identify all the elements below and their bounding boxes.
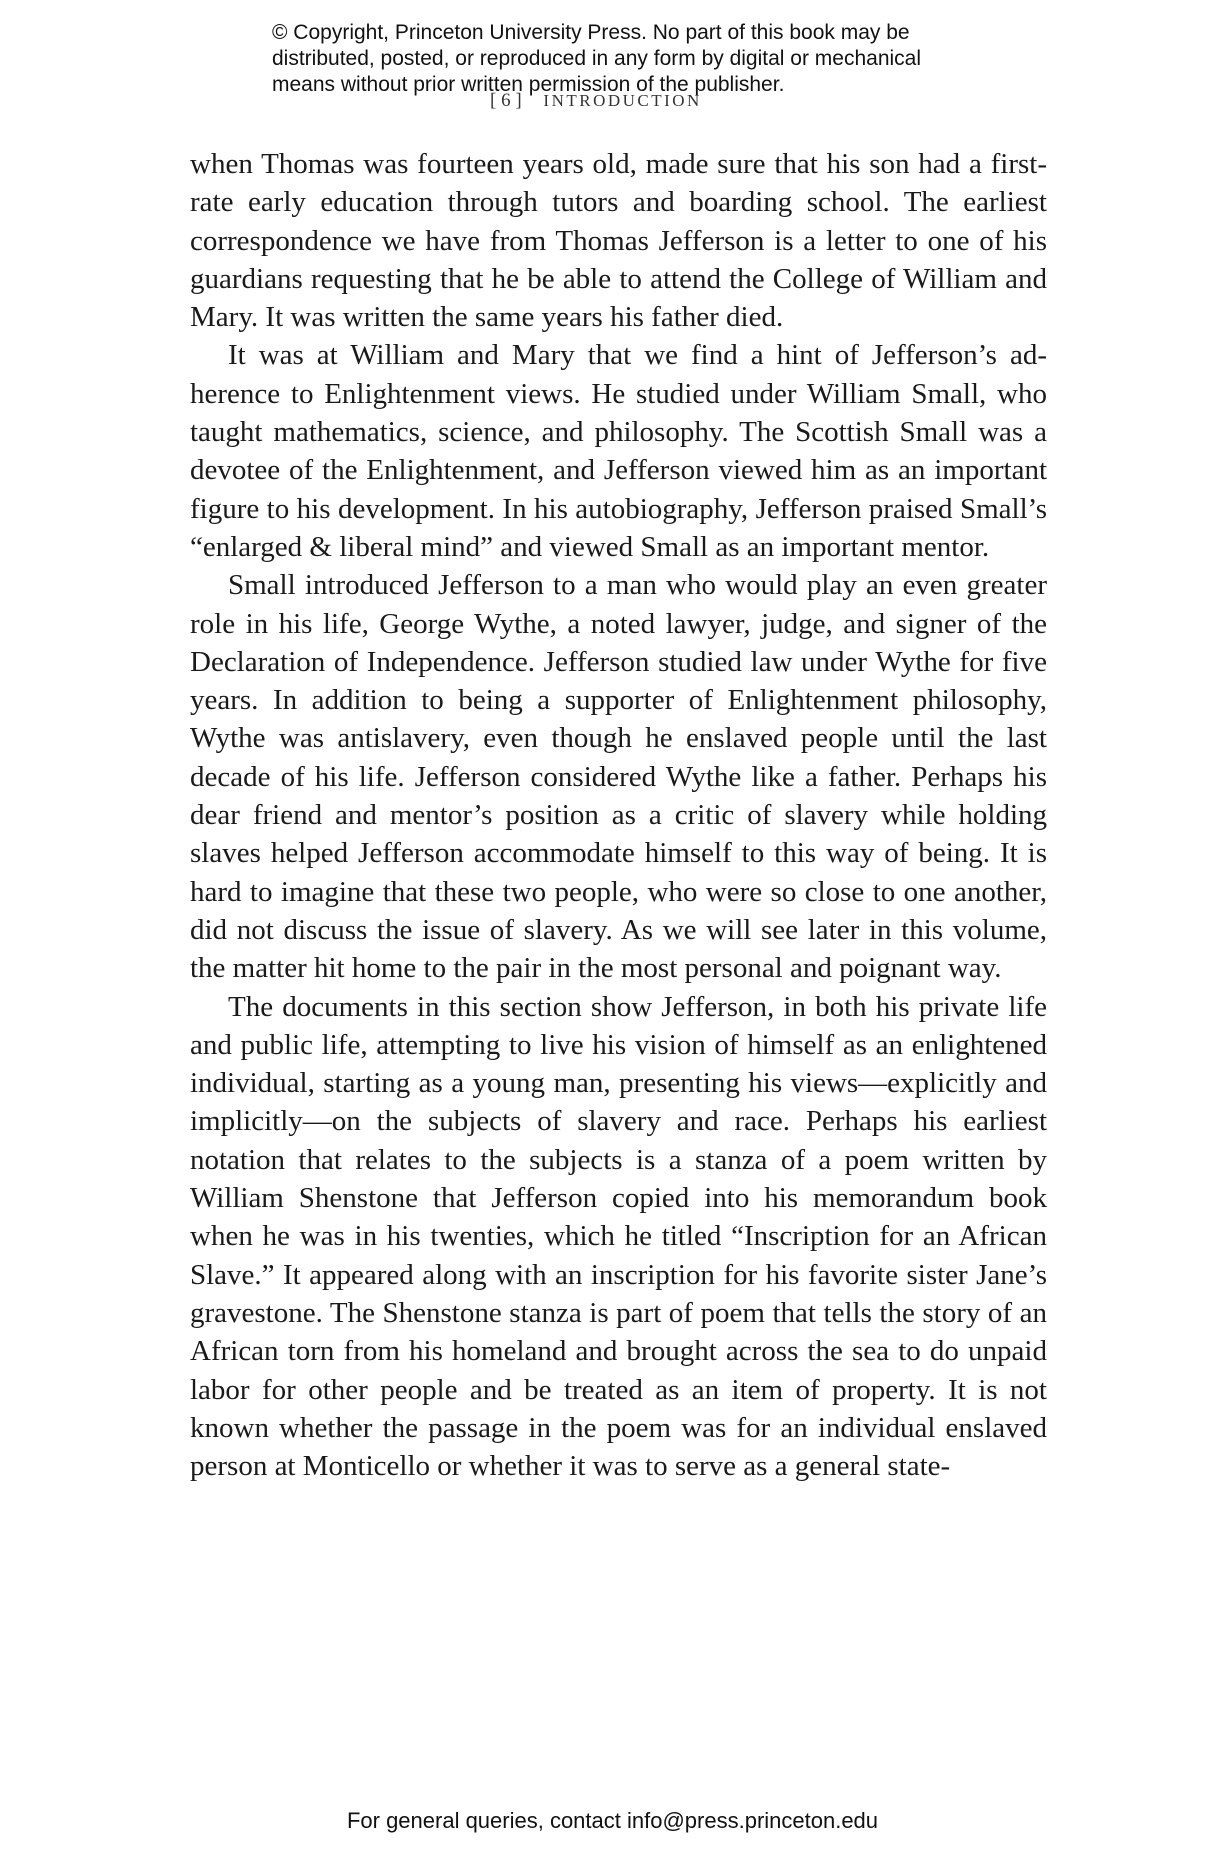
footer-contact: For general queries, contact info@press.princeton.edu xyxy=(346,1808,879,1833)
paragraph: It was at William and Mary that we find a hint of Jefferson’s adherence to Enlightenment views. He studied under William Small, who taught mathematics, science, and philosophy. The Scottish Small was a devotee of the Enlightenment, and Jefferson viewed him as an important figure to his development. In his autobiography, Jefferson praised Small’s “enlarged & liberal mind” and viewed Small as an important mentor. xyxy=(190,339,1047,563)
body-text xyxy=(190,145,1047,1485)
copyright-line: means without prior written permission of the publisher. xyxy=(272,73,785,96)
copyright-line: © Copyright, Princeton University Press. No part of this book may be xyxy=(272,21,910,44)
section-title: INTRODUCTION xyxy=(543,91,702,110)
paragraph-continuation: when Thomas was fourteen years old, made sure that his son had a first-rate early education through tutors and boarding school. The earliest correspondence we have from Thomas Jefferson is a letter to one of his guardians requesting that he be able to attend the College of William and Mary. It was written the same years his father died. xyxy=(190,148,1047,334)
paragraph: Small introduced Jefferson to a man who would play an even greater role in his life, George Wythe, a noted lawyer, judge, and signer of the Declaration of Independence. Jefferson studied law under Wythe for five years. In addition to being a supporter of Enlightenment philosophy, Wythe was antislavery, even though he enslaved people until the last decade of his life. Jefferson considered Wythe like a father. Perhaps his dear friend and mentor’s position as a critic of slavery while holding slaves helped Jefferson accommodate himself to this way of being. It is hard to imagine that these two people, who were so close to one another, did not discuss the issue of slavery. As we will see later in this volume, the matter hit home to the pair in the most personal and poignant way. xyxy=(190,569,1047,985)
running-head xyxy=(490,90,702,112)
copyright-line: distributed, posted, or reproduced in any form by digital or mechanical xyxy=(272,47,922,70)
copyright-notice xyxy=(272,20,972,98)
page-number: [ 6 ] xyxy=(490,90,522,111)
paragraph: The documents in this section show Jefferson, in both his private life and public life, attempting to live his vision of himself as an enlightened individual, starting as a young man, presenting his views—explicitly and implicitly—on the subjects of slavery and race. Perhaps his earliest notation that relates to the subjects is a stanza of a poem written by William Shenstone that Jefferson copied into his memorandum book when he was in his twenties, which he titled “Inscription for an African Slave.” It appeared along with an inscription for his favorite sister Jane’s gravestone. The Shenstone stanza is part of poem that tells the story of an African torn from his homeland and brought across the sea to do unpaid labor for other people and be treated as an item of property. It is not known whether the passage in the poem was for an individual enslaved person at Monticello or whether it was to serve as a general state- xyxy=(190,990,1047,1483)
